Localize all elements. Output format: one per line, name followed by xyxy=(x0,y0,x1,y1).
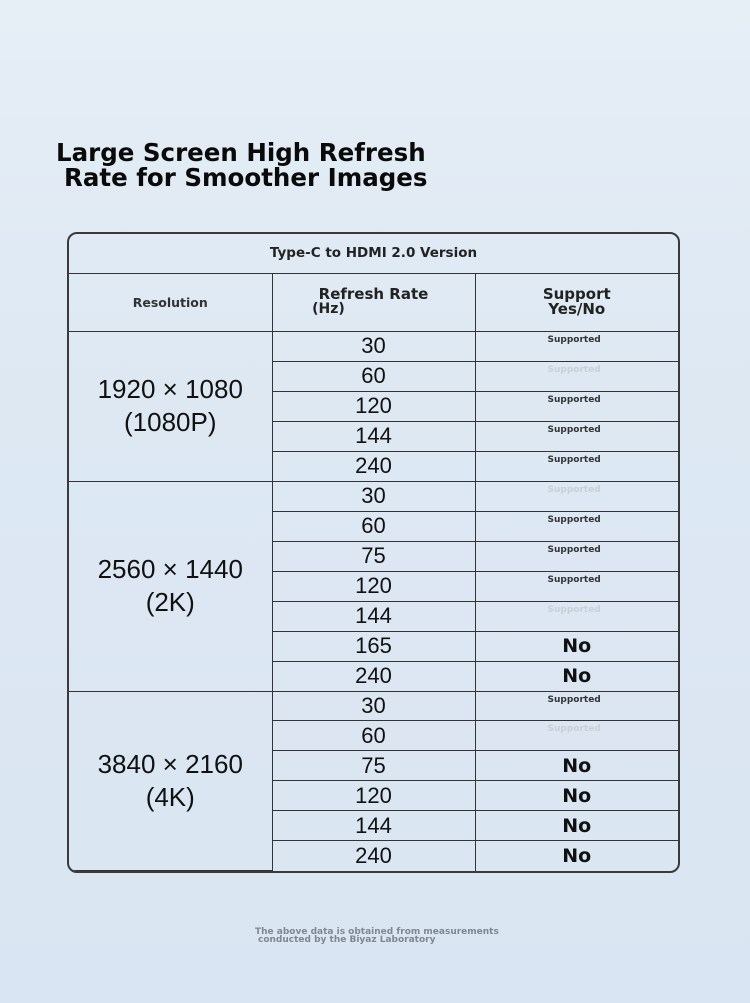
support-cell: Supported xyxy=(475,691,678,721)
footer-line-2: conducted by the Biyaz Laboratory xyxy=(258,935,436,945)
refresh-rate-cell: 120 xyxy=(272,781,475,811)
title-line-1: Large Screen High Refresh xyxy=(56,138,426,167)
refresh-rate-cell: 120 xyxy=(272,391,475,421)
table-row xyxy=(69,331,678,361)
support-cell: Supported xyxy=(475,601,678,631)
support-cell: Supported xyxy=(475,361,678,391)
refresh-rate-cell: 120 xyxy=(272,571,475,601)
refresh-rate-cell: 60 xyxy=(272,511,475,541)
resolution-label: (2K) xyxy=(145,587,195,618)
refresh-rate-header-label: Refresh Rate xyxy=(318,285,429,304)
support-header-sub: Yes/No xyxy=(548,300,606,319)
resolution-cell xyxy=(69,331,272,481)
support-cell: No xyxy=(475,661,678,691)
footer-line-1: The above data is obtained from measurements xyxy=(255,927,499,937)
support-cell: Supported xyxy=(475,421,678,451)
refresh-rate-cell: 30 xyxy=(272,481,475,511)
support-cell: Supported xyxy=(475,541,678,571)
resolution-value: 2560 × 1440 xyxy=(97,554,243,585)
refresh-rate-cell: 165 xyxy=(272,631,475,661)
refresh-rate-cell: 60 xyxy=(272,361,475,391)
title-line-2: Rate for Smoother Images xyxy=(64,163,428,192)
resolution-cell xyxy=(69,481,272,691)
version-header: Type-C to HDMI 2.0 Version xyxy=(69,234,678,273)
support-cell: Supported xyxy=(475,451,678,481)
refresh-rate-cell: 144 xyxy=(272,811,475,841)
refresh-rate-unit: (Hz) xyxy=(312,301,345,318)
refresh-rate-cell: 240 xyxy=(272,661,475,691)
refresh-rate-cell: 240 xyxy=(272,841,475,871)
support-cell: No xyxy=(475,781,678,811)
resolution-value: 1920 × 1080 xyxy=(97,374,243,405)
footer-note xyxy=(255,928,515,944)
refresh-rate-cell: 144 xyxy=(272,421,475,451)
resolution-header: Resolution xyxy=(69,273,272,331)
refresh-rate-cell: 144 xyxy=(272,601,475,631)
support-cell: Supported xyxy=(475,331,678,361)
resolution-label: (4K) xyxy=(145,781,195,812)
support-cell: Supported xyxy=(475,511,678,541)
support-cell: Supported xyxy=(475,721,678,751)
refresh-rate-cell: 75 xyxy=(272,751,475,781)
table-row xyxy=(69,481,678,511)
refresh-rate-cell: 75 xyxy=(272,541,475,571)
support-cell: Supported xyxy=(475,391,678,421)
support-cell: No xyxy=(475,811,678,841)
refresh-rate-header xyxy=(272,273,475,331)
resolution-label: (1080P) xyxy=(124,407,217,438)
support-cell: Supported xyxy=(475,571,678,601)
support-cell: No xyxy=(475,631,678,661)
refresh-rate-table xyxy=(67,232,680,873)
refresh-rate-cell: 240 xyxy=(272,451,475,481)
refresh-rate-cell: 30 xyxy=(272,331,475,361)
support-cell: No xyxy=(475,751,678,781)
refresh-rate-cell: 60 xyxy=(272,721,475,751)
support-cell: No xyxy=(475,841,678,871)
table-row xyxy=(69,691,678,721)
page-title xyxy=(56,140,456,190)
resolution-value: 3840 × 2160 xyxy=(97,748,243,779)
resolution-cell xyxy=(69,691,272,871)
support-cell: Supported xyxy=(475,481,678,511)
support-header xyxy=(475,273,678,331)
support-header-label: Support xyxy=(542,285,611,304)
refresh-rate-cell: 30 xyxy=(272,691,475,721)
